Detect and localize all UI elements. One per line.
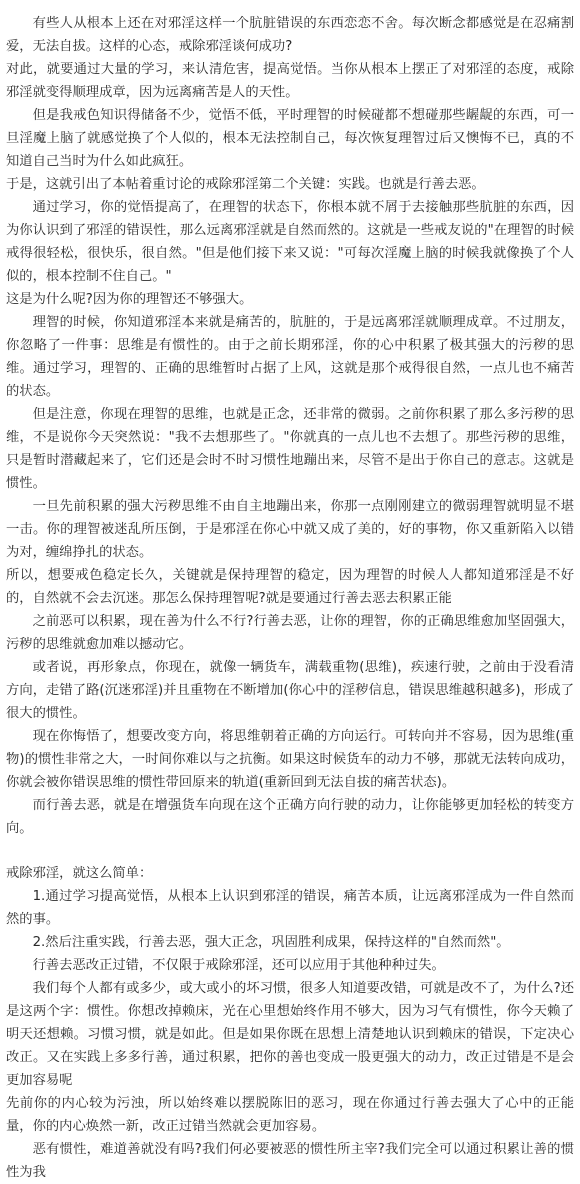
paragraph: 所以，想要戒色稳定长久，关键就是保持理智的稳定，因为理智的时候人人都知道邪淫是不好的，自然就不会去沉迷。那怎么保持理智呢?就是要通过行善去恶去积累正能	[6, 568, 574, 606]
paragraph: 而行善去恶，就是在增强货车向现在这个正确方向行驶的动力，让你能够更加轻松的转变方向。	[6, 798, 574, 836]
paragraph: 于是，这就引出了本帖着重讨论的戒除邪淫第二个关键：实践。也就是行善去恶。	[6, 177, 485, 192]
paragraph: 先前你的内心较为污浊，所以始终难以摆脱陈旧的恶习，现在你通过行善去强大了心中的正能量，你的内心焕然一新，改正过错当然就会更加容易。	[6, 1096, 574, 1134]
paragraph: 2.然后注重实践，行善去恶，强大正念，巩固胜利成果，保持这样的"自然而然"。	[32, 935, 510, 950]
paragraph: 恶有惯性，难道善就没有吗?我们何必要被恶的惯性所主宰?我们完全可以通过积累让善的惯性为我	[6, 1142, 574, 1180]
paragraph: 这是为什么呢?因为你的理智还不够强大。	[6, 292, 253, 307]
paragraph: 行善去恶改正过错，不仅限于戒除邪淫，还可以应用于其他种种过失。	[32, 958, 445, 973]
paragraph: 之前恶可以积累，现在善为什么不行?行善去恶，让你的理智，你的正确思维愈加坚固强大，污秽的思维就愈加难以撼动它。	[6, 614, 574, 652]
paragraph: 或者说，再形象点，你现在，就像一辆货车，满载重物(思维)，疾速行驶，之前由于没看清方向，走错了路(沉迷邪淫)并且重物在不断增加(你心中的淫秽信息，错误思维越积越多)，形成了很大的惯性。	[6, 660, 574, 721]
paragraph: 理智的时候，你知道邪淫本来就是痛苦的，肮脏的，于是远离邪淫就顺理成章。不过朋友，你忽略了一件事：思维是有惯性的。由于之前长期邪淫，你的心中积累了极其强大的污秽的思维。通过学习，理智的、正确的思维暂时占据了上风，这就是那个戒得很自然，一点儿也不痛苦的状态。	[6, 315, 574, 399]
paragraph-spacer	[6, 840, 574, 862]
paragraph: 但是注意，你现在理智的思维，也就是正念，还非常的微弱。之前你积累了那么多污秽的思维，不是说你今天突然说："我不去想那些了。"你就真的一点儿也不去想了。那些污秽的思维，只是暂时潜藏起来了，它们还是会时不时习惯性地蹦出来，尽管不是出于你自己的意志。这就是惯性。	[6, 407, 574, 491]
paragraph: 有些人从根本上还在对邪淫这样一个肮脏错误的东西恋恋不舍。每次断念都感觉是在忍痛割爱，无法自拔。这样的心态，戒除邪淫谈何成功?	[6, 16, 574, 54]
paragraph: 一旦先前积累的强大污秽思维不由自主地蹦出来，你那一点刚刚建立的微弱理智就明显不堪一击。你的理智被迷乱所压倒，于是邪淫在你心中就又成了美的，好的事物，你又重新陷入以错为对，缠绵挣扎的状态。	[6, 499, 574, 560]
paragraph: 我们每个人都有或多少，或大或小的坏习惯，很多人知道要改错，可就是改不了，为什么?还是这两个字：惯性。你想改掉赖床，光在心里想始终作用不够大，因为习气有惯性，你今天赖了明天还想赖。习惯习惯，就是如此。但是如果你既在思想上清楚地认识到赖床的错误，下定决心改正。又在实践上多多行善，通过积累，把你的善也变成一股更强大的动力，改正过错是不是会更加容易呢	[6, 981, 574, 1088]
paragraph: 对此，就要通过大量的学习，来认清危害，提高觉悟。当你从根本上摆正了对邪淫的态度，戒除邪淫就变得顺理成章，因为远离痛苦是人的天性。	[6, 62, 574, 100]
paragraph: 1.通过学习提高觉悟，从根本上认识到邪淫的错误，痛苦本质，让远离邪淫成为一件自然而然的事。	[6, 889, 574, 927]
paragraph: 现在你悔悟了，想要改变方向，将思维朝着正确的方向运行。可转向并不容易，因为思维(重物)的惯性非常之大，一时间你难以与之抗衡。如果这时候货车的动力不够，那就无法转向成功，你就会被你错误思维的惯性带回原来的轨道(重新回到无法自拔的痛苦状态)。	[6, 729, 574, 790]
paragraph: 戒除邪淫，就这么简单：	[6, 866, 153, 881]
paragraph: 但是我戒色知识得储备不少，觉悟不低，平时理智的时候碰都不想碰那些龌龊的东西，可一旦淫魔上脑了就感觉换了个人似的，根本无法控制自己，每次恢复理智过后又懊悔不已，真的不知道自己当时为什么如此疯狂。	[6, 108, 574, 169]
paragraph: 通过学习，你的觉悟提高了，在理智的状态下，你根本就不屑于去接触那些肮脏的东西，因为你认识到了邪淫的错误性，那么远离邪淫就是自然而然的。这就是一些戒友说的"在理智的时候戒得很轻松，很快乐，很自然。"但是他们接下来又说："可每次淫魔上脑的时候我就像换了个人似的，根本控制不住自己。"	[6, 200, 574, 284]
